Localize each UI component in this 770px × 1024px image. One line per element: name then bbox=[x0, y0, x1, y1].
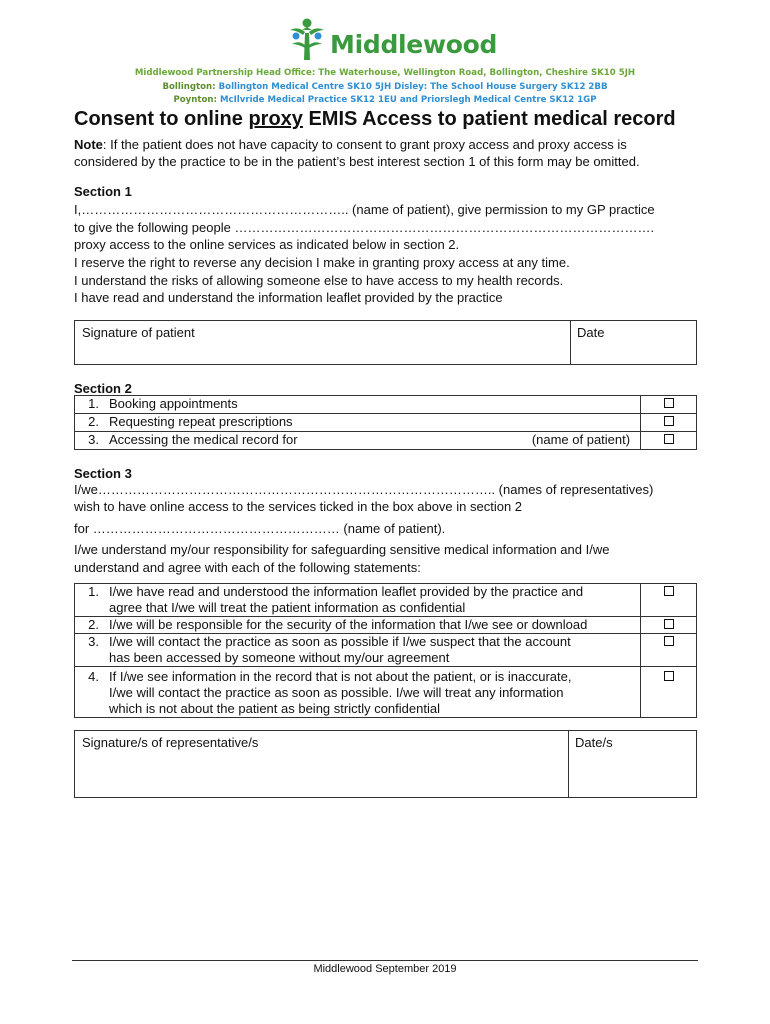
middlewood-logo bbox=[286, 16, 496, 66]
item-num: 3. bbox=[88, 432, 99, 447]
representative-signature-label: Signature/s of representative/s bbox=[82, 735, 259, 750]
item-num: 2. bbox=[88, 414, 99, 429]
section1-line: I have read and understand the information leaflet provided by the practice bbox=[74, 290, 503, 305]
section1-heading: Section 1 bbox=[74, 184, 132, 199]
table-row bbox=[75, 667, 697, 718]
statement-line: which is not about the patient as being strictly confidential bbox=[109, 701, 440, 716]
footer-text: Middlewood September 2019 bbox=[313, 963, 457, 975]
address-bollington bbox=[0, 82, 770, 92]
section3-line: wish to have online access to the services ticked in the box above in section 2 bbox=[74, 499, 523, 514]
page-title bbox=[74, 108, 676, 131]
statement-line: I/we have read and understood the information leaflet provided by the practice and bbox=[109, 584, 584, 599]
booking-appointments-checkbox[interactable] bbox=[664, 398, 674, 408]
section2-heading: Section 2 bbox=[74, 381, 132, 396]
address-head-office: Middlewood Partnership Head Office: The Waterhouse, Wellington Road, Bollington, Cheshire SK10 5JH bbox=[134, 68, 636, 78]
statement-num: 1. bbox=[88, 584, 99, 599]
item-num: 1. bbox=[88, 396, 99, 411]
statement-num: 3. bbox=[88, 634, 99, 649]
section1-line: proxy access to the online services as indicated below in section 2. bbox=[74, 237, 460, 252]
tree-icon bbox=[286, 16, 328, 62]
medical-record-checkbox[interactable] bbox=[664, 434, 674, 444]
statement-line: agree that I/we will treat the patient information as confidential bbox=[109, 600, 466, 615]
statement-1-checkbox[interactable] bbox=[664, 586, 674, 596]
statements-table bbox=[74, 583, 697, 718]
note-line2: considered by the practice to be in the patient’s best interest section 1 of this form may be omitted. bbox=[74, 154, 640, 169]
representative-signature-box[interactable] bbox=[74, 730, 697, 798]
statement-line: has been accessed by someone without my/our agreement bbox=[109, 650, 450, 665]
section3-line: I/we understand my/our responsibility for safeguarding sensitive medical information and I/we bbox=[74, 542, 610, 557]
footer-divider bbox=[72, 960, 698, 961]
item-suffix: (name of patient) bbox=[531, 432, 631, 447]
table-row bbox=[75, 432, 697, 450]
statement-2-checkbox[interactable] bbox=[664, 619, 674, 629]
address-bollington-label: Bollington: bbox=[162, 82, 216, 92]
address-bollington-text: Bollington Medical Centre SK10 5JH Disley: The School House Surgery SK12 2BB bbox=[218, 82, 608, 92]
statement-num: 4. bbox=[88, 669, 99, 684]
logo-text: Middlewood bbox=[330, 30, 498, 59]
statement-line: I/we will contact the practice as soon as possible. I/we will treat any information bbox=[109, 685, 564, 700]
note-label: Note bbox=[74, 137, 103, 152]
statement-line: I/we will be responsible for the security of the information that I/we see or download bbox=[109, 617, 588, 632]
table-row bbox=[75, 396, 697, 414]
section3-line: understand and agree with each of the following statements: bbox=[74, 560, 421, 575]
table-row bbox=[75, 414, 697, 432]
title-underlined: proxy bbox=[248, 108, 303, 130]
statement-4-checkbox[interactable] bbox=[664, 671, 674, 681]
section3-heading: Section 3 bbox=[74, 466, 132, 481]
address-poynton bbox=[0, 95, 770, 105]
table-row bbox=[75, 634, 697, 667]
item-text: Requesting repeat prescriptions bbox=[109, 414, 293, 429]
table-row bbox=[75, 584, 697, 617]
address-poynton-text: McIlvride Medical Practice SK12 1EU and Priorslegh Medical Centre SK12 1GP bbox=[219, 95, 597, 105]
note-text1: : If the patient does not have capacity to consent to grant proxy access and proxy access is bbox=[102, 137, 627, 152]
statement-3-checkbox[interactable] bbox=[664, 636, 674, 646]
item-text: Booking appointments bbox=[109, 396, 238, 411]
section1-line: I,…………………………………………………….. (name of patient), give permission to my GP practice bbox=[74, 202, 655, 217]
repeat-prescriptions-checkbox[interactable] bbox=[664, 416, 674, 426]
representative-date-label: Date/s bbox=[575, 735, 613, 750]
section3-line: for ………………………………………………… (name of patient). bbox=[74, 521, 446, 536]
section1-line: I reserve the right to reverse any decision I make in granting proxy access at any time. bbox=[74, 255, 570, 270]
item-text: Accessing the medical record for bbox=[109, 432, 298, 447]
section2-table bbox=[74, 395, 697, 450]
section1-line: to give the following people ……………………………………………………………………………………. bbox=[74, 220, 655, 235]
address-poynton-label: Poynton: bbox=[173, 95, 217, 105]
title-part1: Consent to online bbox=[74, 108, 249, 130]
note-line1 bbox=[74, 136, 627, 154]
statement-num: 2. bbox=[88, 617, 99, 632]
title-part2: EMIS Access to patient medical record bbox=[302, 108, 676, 130]
patient-signature-label: Signature of patient bbox=[82, 325, 195, 340]
statement-line: If I/we see information in the record that is not about the patient, or is inaccurate, bbox=[109, 669, 572, 684]
patient-signature-box[interactable] bbox=[74, 320, 697, 365]
statement-line: I/we will contact the practice as soon as possible if I/we suspect that the account bbox=[109, 634, 571, 649]
section3-line: I/we……………………………………………………………………………….. (names of representatives) bbox=[74, 482, 654, 497]
table-row bbox=[75, 617, 697, 634]
section1-line: I understand the risks of allowing someone else to have access to my health records. bbox=[74, 273, 564, 288]
patient-date-label: Date bbox=[577, 325, 605, 340]
